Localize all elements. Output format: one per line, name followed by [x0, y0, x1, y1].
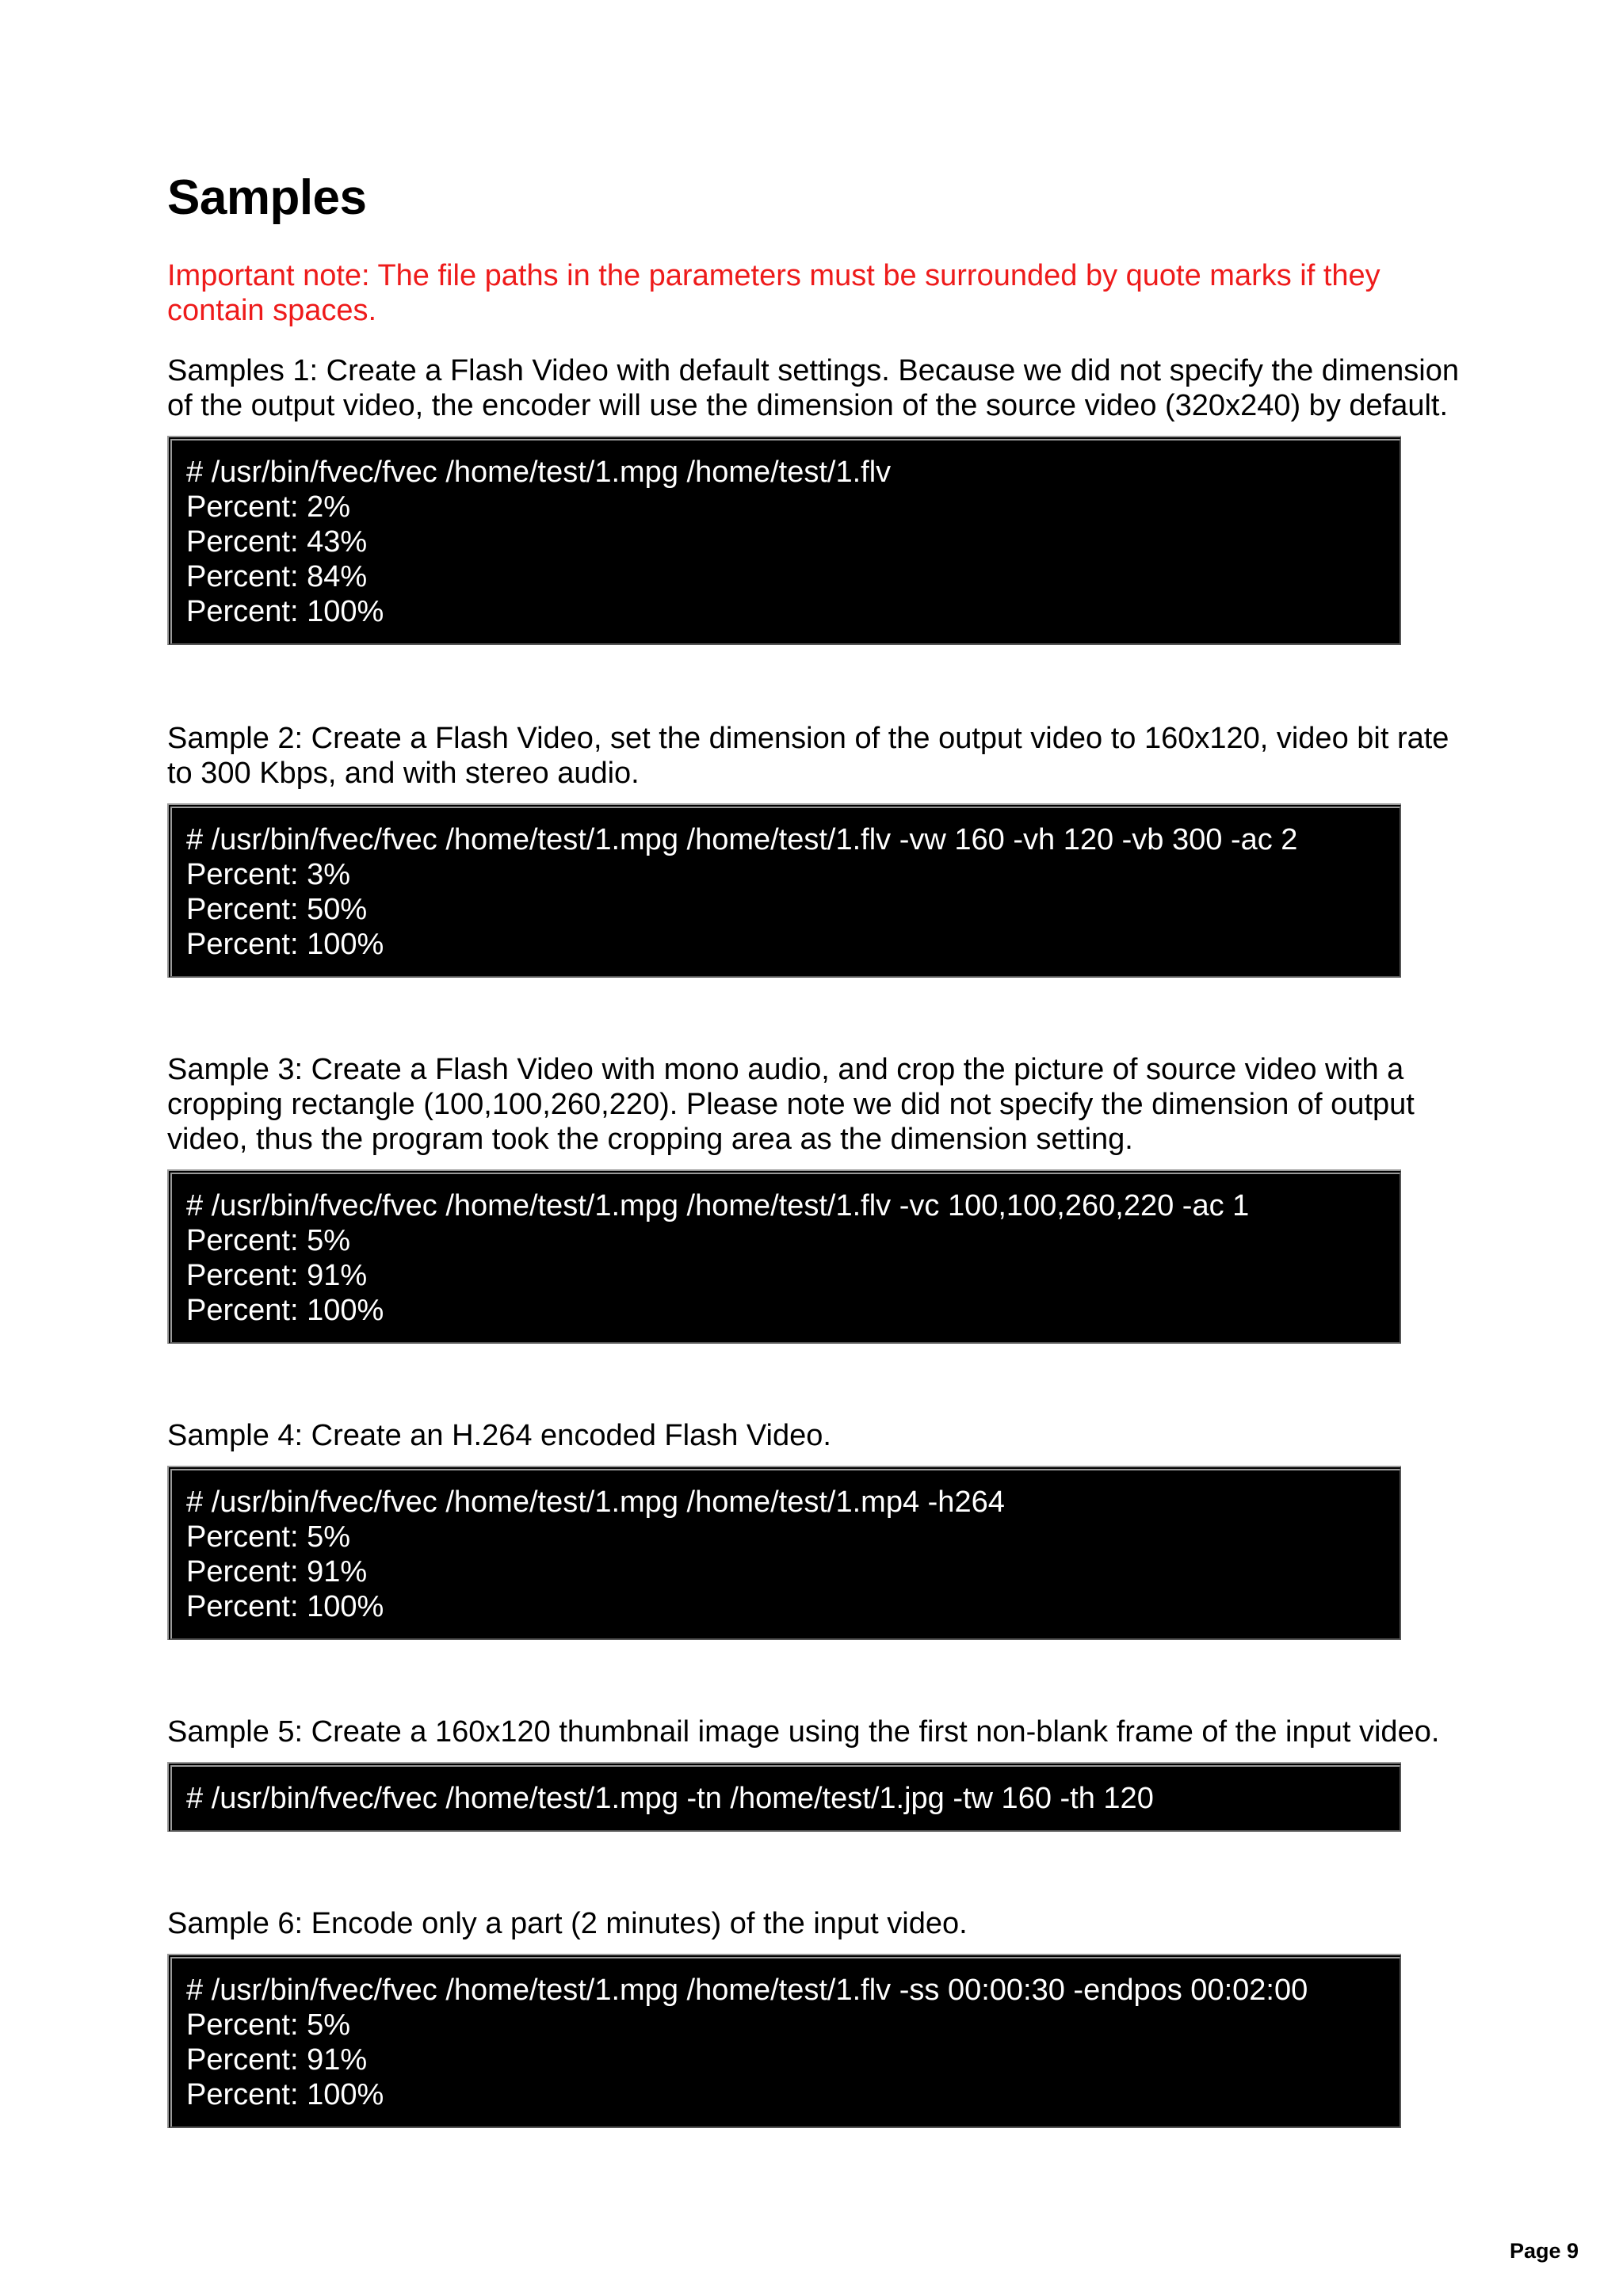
terminal-line: Percent: 91%	[186, 2043, 368, 2077]
sample-3-description: Sample 3: Create a Flash Video with mono audio, and crop the picture of source video with a cropping rectangle (100,100,260,220). Please note we did not specify the dimension of output video, thus the program took the cropping area as the dimension setting.	[167, 1053, 1415, 1156]
sample-1	[167, 353, 1467, 645]
terminal-line: # /usr/bin/fvec/fvec /home/test/1.mpg /home/test/1.flv -vc 100,100,260,220 -ac 1	[186, 1189, 1250, 1222]
sample-4-terminal	[167, 1466, 1401, 1640]
terminal-line: # /usr/bin/fvec/fvec /home/test/1.mpg /home/test/1.flv -vw 160 -vh 120 -vb 300 -ac 2	[186, 823, 1298, 856]
sample-4-description: Sample 4: Create an H.264 encoded Flash Video.	[167, 1419, 831, 1452]
terminal-line: # /usr/bin/fvec/fvec /home/test/1.mpg /home/test/1.flv -ss 00:00:30 -endpos 00:02:00	[186, 1974, 1308, 2007]
sample-4	[167, 1418, 1467, 1640]
terminal-line: Percent: 3%	[186, 858, 350, 891]
sample-6-terminal	[167, 1954, 1401, 2128]
terminal-line: Percent: 2%	[186, 490, 350, 524]
sample-3	[167, 1052, 1467, 1344]
sample-2	[167, 721, 1467, 978]
terminal-line: Percent: 100%	[186, 1294, 384, 1327]
terminal-line: Percent: 91%	[186, 1259, 368, 1292]
sample-1-terminal	[167, 436, 1401, 645]
sample-6-description: Sample 6: Encode only a part (2 minutes) of the input video.	[167, 1907, 968, 1940]
sample-2-terminal	[167, 803, 1401, 978]
sample-3-terminal	[167, 1169, 1401, 1344]
terminal-line: Percent: 100%	[186, 2078, 384, 2111]
sample-5-description: Sample 5: Create a 160x120 thumbnail image using the first non-blank frame of the input video.	[167, 1715, 1440, 1749]
terminal-line: Percent: 43%	[186, 525, 368, 559]
sample-5-terminal	[167, 1762, 1401, 1832]
terminal-line: Percent: 5%	[186, 2008, 350, 2042]
terminal-line: # /usr/bin/fvec/fvec /home/test/1.mpg /home/test/1.flv	[186, 456, 892, 489]
important-note: Important note: The file paths in the parameters must be surrounded by quote marks if they contain spaces.	[167, 259, 1381, 327]
sample-1-description: Samples 1: Create a Flash Video with default settings. Because we did not specify the dimension of the output video, the encoder will use the dimension of the source video (320x240) by default.	[167, 354, 1459, 422]
terminal-line: # /usr/bin/fvec/fvec /home/test/1.mpg /home/test/1.mp4 -h264	[186, 1486, 1005, 1519]
terminal-line: Percent: 100%	[186, 595, 384, 628]
terminal-line: Percent: 91%	[186, 1555, 368, 1589]
terminal-line: Percent: 5%	[186, 1520, 350, 1554]
terminal-line: Percent: 5%	[186, 1224, 350, 1257]
terminal-line: # /usr/bin/fvec/fvec /home/test/1.mpg -tn /home/test/1.jpg -tw 160 -th 120	[186, 1782, 1154, 1815]
page-number: Page 9	[1509, 2239, 1579, 2263]
terminal-line: Percent: 100%	[186, 1590, 384, 1623]
sample-5	[167, 1714, 1467, 1832]
sample-2-description: Sample 2: Create a Flash Video, set the dimension of the output video to 160x120, video bit rate to 300 Kbps, and with stereo audio.	[167, 722, 1449, 790]
terminal-line: Percent: 100%	[186, 928, 384, 961]
document-page	[167, 170, 1467, 328]
terminal-line: Percent: 84%	[186, 560, 368, 593]
page-title: Samples	[167, 170, 367, 225]
sample-6	[167, 1906, 1467, 2128]
terminal-line: Percent: 50%	[186, 893, 368, 926]
